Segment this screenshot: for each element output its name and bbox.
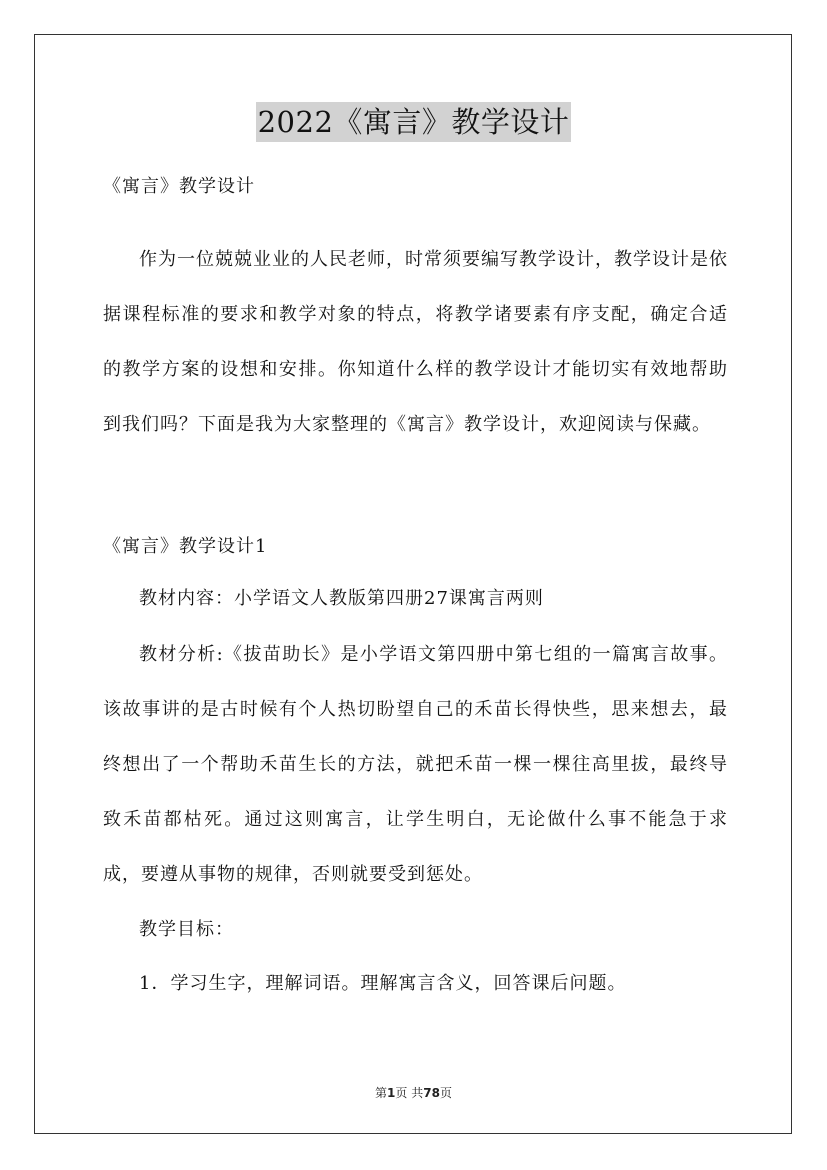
footer-prefix: 第 <box>375 1086 388 1100</box>
section-heading: 《寓言》教学设计1 <box>103 536 268 557</box>
intro-heading: 《寓言》教学设计 <box>103 176 255 197</box>
footer-total-pages: 78 <box>423 1086 440 1100</box>
materials-analysis-paragraph: 教材分析:《拔苗助长》是小学语文第四册中第七组的一篇寓言故事。该故事讲的是古时候有个人热切盼望自己的禾苗长得快些，思来想去，最终想出了一个帮助禾苗生长的方法，就把禾苗一棵一棵往高里拔，最终导致禾苗都枯死。通过这则寓言，让学生明白，无论做什么事不能急于求成，要遵从事物的规律，否则就要受到惩处。 <box>103 644 728 885</box>
document-body <box>103 175 728 996</box>
document-title: 2022《寓言》教学设计 <box>256 102 572 142</box>
title-container <box>0 102 827 142</box>
footer-mid: 页 共 <box>395 1086 424 1100</box>
materials-content-paragraph: 教材内容：小学语文人教版第四册27课寓言两则 <box>139 588 544 609</box>
page-footer <box>0 1084 827 1101</box>
footer-suffix: 页 <box>439 1086 452 1100</box>
objectives-label: 教学目标： <box>139 919 234 940</box>
intro-paragraph: 作为一位兢兢业业的人民老师，时常须要编写教学设计，教学设计是依据课程标准的要求和教学对象的特点，将教学诸要素有序支配，确定合适的教学方案的设想和安排。你知道什么样的教学设计才能切实有效地帮助到我们吗？下面是我为大家整理的《寓言》教学设计，欢迎阅读与保藏。 <box>103 249 728 435</box>
footer-page-number: 1 <box>387 1086 396 1100</box>
objective-item-1: 1．学习生字，理解词语。理解寓言含义，回答课后问题。 <box>139 973 627 994</box>
section-spacer <box>103 452 728 535</box>
